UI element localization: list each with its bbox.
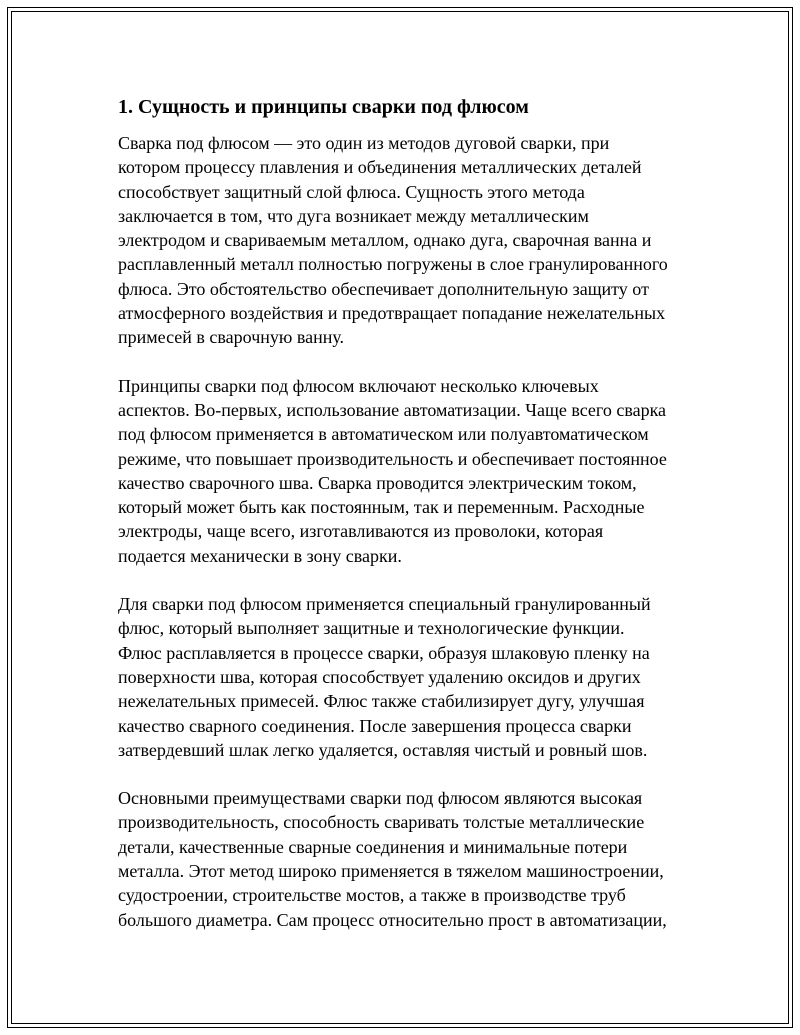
- paragraph-line: Основными преимуществами сварки под флюсом являются высокая: [118, 788, 643, 809]
- paragraph-line: который может быть как постоянным, так и переменным. Расходные: [118, 497, 645, 518]
- paragraph-line: под флюсом применяется в автоматическом или полуавтоматическом: [118, 424, 649, 445]
- paragraph-line: Принципы сварки под флюсом включают несколько ключевых: [118, 375, 599, 396]
- paragraph-line: металла. Этот метод широко применяется в тяжелом машиностроении,: [118, 861, 664, 882]
- paragraph-advantages: [118, 786, 698, 932]
- paragraph-essence: [118, 131, 698, 350]
- paragraph-line: судостроении, строительстве мостов, а также в производстве труб: [118, 885, 626, 906]
- paragraph-line: заключается в том, что дуга возникает между металлическим: [118, 205, 589, 226]
- paragraph-line: атмосферного воздействия и предотвращает попадание нежелательных: [118, 303, 666, 324]
- paragraph-line: способствует защитный слой флюса. Сущность этого метода: [118, 181, 585, 202]
- section-heading: 1. Сущность и принципы сварки под флюсом: [118, 96, 529, 118]
- paragraph-principles: [118, 374, 698, 568]
- paragraph-line: флюса. Это обстоятельство обеспечивает дополнительную защиту от: [118, 278, 649, 299]
- paragraph-flux: [118, 592, 698, 762]
- paragraph-line: флюс, который выполняет защитные и технологические функции.: [118, 618, 625, 639]
- paragraph-line: нежелательных примесей. Флюс также стабилизирует дугу, улучшая: [118, 691, 645, 712]
- paragraph-line: котором процессу плавления и объединения металлических деталей: [118, 157, 642, 178]
- paragraph-line: Для сварки под флюсом применяется специальный гранулированный: [118, 594, 651, 615]
- paragraph-line: режиме, что повышает производительность и обеспечивает постоянное: [118, 448, 667, 469]
- paragraph-line: электродом и свариваемым металлом, однако дуга, сварочная ванна и: [118, 230, 652, 251]
- paragraph-line: производительность, способность сваривать толстые металлические: [118, 812, 645, 833]
- paragraph-line: затвердевший шлак легко удаляется, оставляя чистый и ровный шов.: [118, 739, 648, 760]
- document-body: [118, 94, 698, 956]
- paragraph-line: детали, качественные сварные соединения и минимальные потери: [118, 836, 628, 857]
- paragraph-line: Флюс расплавляется в процессе сварки, образуя шлаковую пленку на: [118, 642, 650, 663]
- paragraph-line: Сварка под флюсом — это один из методов дуговой сварки, при: [118, 133, 610, 153]
- paragraph-line: электроды, чаще всего, изготавливаются из проволоки, которая: [118, 521, 604, 542]
- paragraph-line: аспектов. Во-первых, использование автоматизации. Чаще всего сварка: [118, 399, 667, 420]
- paragraph-line: качество сварного соединения. После завершения процесса сварки: [118, 715, 632, 736]
- paragraph-line: поверхности шва, которая способствует удалению оксидов и других: [118, 666, 641, 687]
- paragraph-line: подается механически в зону сварки.: [118, 545, 402, 566]
- paragraph-line: расплавленный металл полностью погружены в слое гранулированного: [118, 254, 668, 275]
- paragraph-line: примесей в сварочную ванну.: [118, 327, 345, 348]
- paragraph-line: качество сварочного шва. Сварка проводится электрическим током,: [118, 472, 637, 493]
- paragraph-line: большого диаметра. Сам процесс относительно прост в автоматизации,: [118, 909, 667, 930]
